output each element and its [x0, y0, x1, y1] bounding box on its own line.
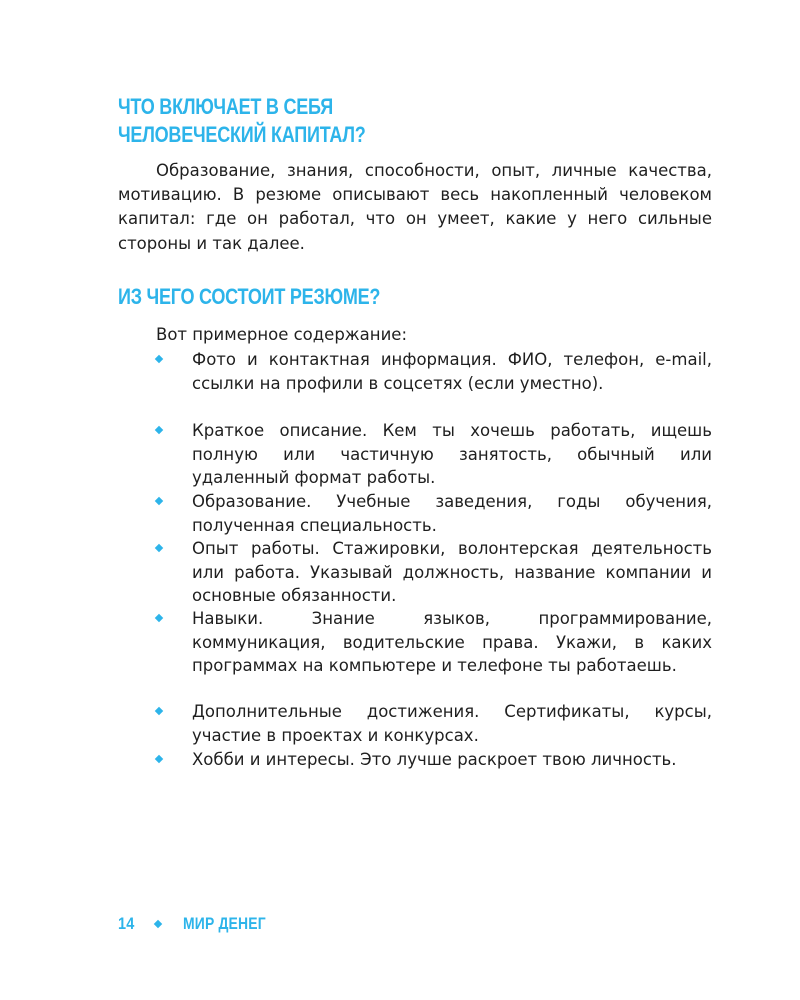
list-item-text: Хобби и интересы. Это лучше раскроет твою личность. — [192, 750, 677, 769]
diamond-bullet-icon — [155, 355, 163, 363]
diamond-bullet-icon — [155, 544, 163, 552]
list-item-text: Опыт работы. Стажировки, волонтерская деятельность или работа. Указывай должность, название компании и основные обязанности. — [192, 539, 712, 606]
diamond-bullet-icon — [155, 426, 163, 434]
heading-line: ЧЕЛОВЕЧЕСКИЙ КАПИТАЛ? — [118, 122, 366, 147]
diamond-bullet-icon — [155, 707, 163, 715]
list-item-text: Фото и контактная информация. ФИО, телефон, e-mail, ссылки на профили в соцсетях (если уместно). — [192, 350, 712, 393]
book-title: МИР ДЕНЕГ — [183, 914, 267, 933]
section-heading-human-capital — [118, 93, 366, 149]
list-item-text: Краткое описание. Кем ты хочешь работать, ищешь полную или частичную занятость, обычный или удаленный формат работы. — [192, 421, 712, 488]
list-item-text: Образование. Учебные заведения, годы обучения, полученная специальность. — [192, 492, 712, 535]
heading-line: ЧТО ВКЛЮЧАЕТ В СЕБЯ — [118, 94, 334, 119]
list-item-text: Дополнительные достижения. Сертификаты, курсы, участие в проектах и конкурсах. — [192, 702, 712, 745]
section-heading-resume-contents: ИЗ ЧЕГО СОСТОИТ РЕЗЮМЕ? — [118, 284, 381, 309]
diamond-bullet-icon — [155, 755, 163, 763]
page-number: 14 — [118, 914, 135, 933]
resume-intro-text: Вот примерное содержание: — [156, 325, 408, 344]
diamond-bullet-icon — [155, 497, 163, 505]
list-item-text: Навыки. Знание языков, программирование, коммуникация, водительские права. Укажи, в каких программах на компьютере и телефоне ты работаешь. — [192, 609, 712, 676]
page-footer — [118, 914, 284, 934]
human-capital-paragraph: Образование, знания, способности, опыт, личные качества, мотивацию. В резюме описывают весь накопленный человеком капитал: где он работал, что он умеет, какие у него сильные стороны и так далее. — [118, 161, 712, 253]
diamond-bullet-icon — [155, 614, 163, 622]
diamond-separator-icon — [154, 920, 162, 928]
